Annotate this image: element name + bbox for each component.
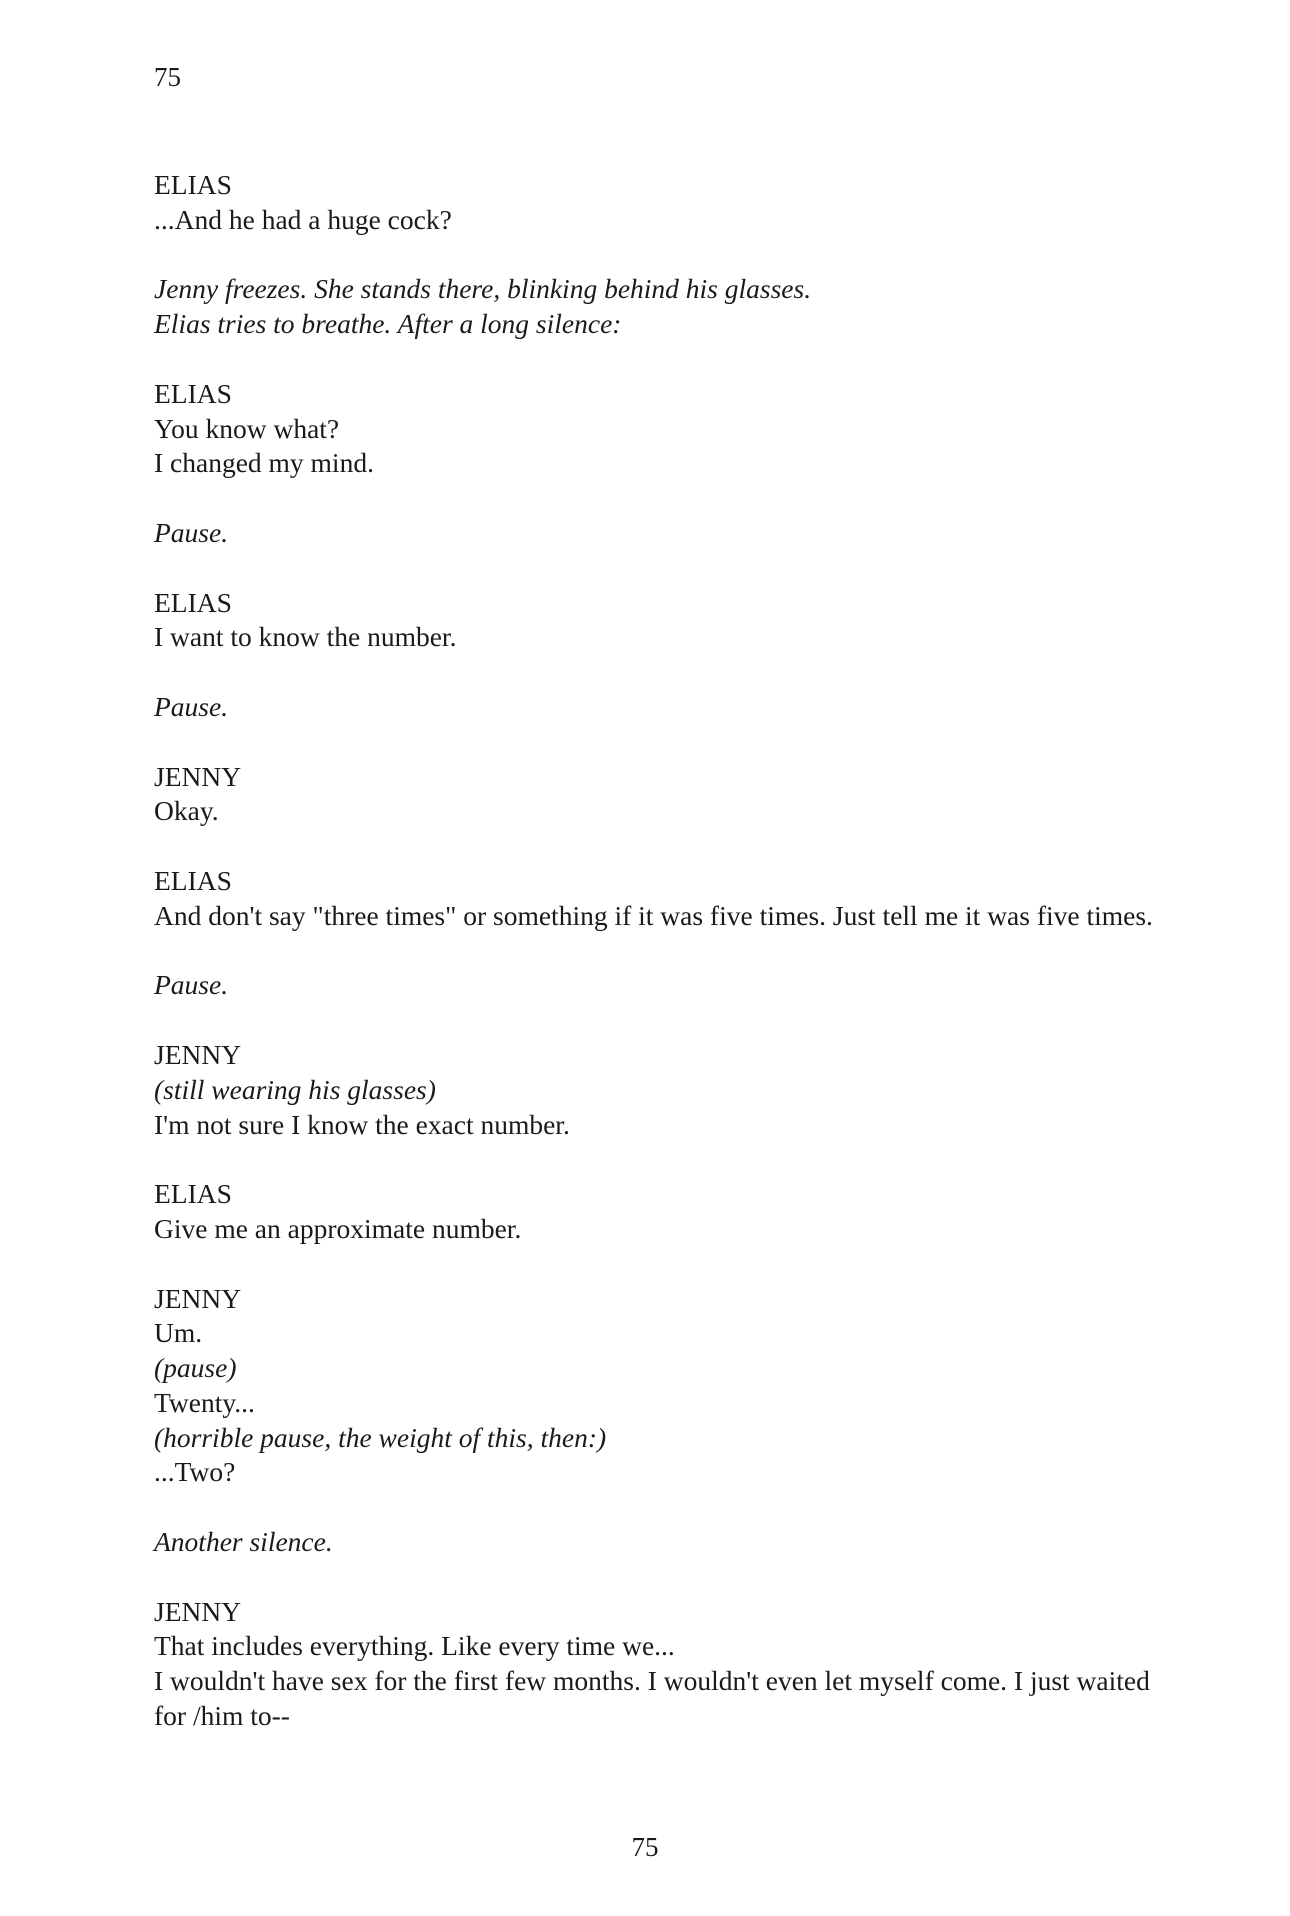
character-name: JENNY [154,1038,242,1070]
dialogue-line: ...And he had a huge cock? [154,203,452,235]
dialogue-block [154,168,1174,238]
dialogue-block [154,1595,1174,1734]
dialogue-line: I changed my mind. [154,447,374,479]
dialogue-line: Um. [154,1317,203,1349]
dialogue-line: Give me an approximate number. [154,1212,522,1244]
action-block [154,968,1174,1003]
dialogue-line: I want to know the number. [154,621,457,653]
dialogue-block [154,760,1174,830]
dialogue-line: Okay. [154,795,219,827]
character-name: ELIAS [154,169,232,200]
stage-direction: Jenny freezes. She stands there, blinking behind his glasses. [154,273,812,305]
stage-direction: Pause. [154,516,229,548]
character-name: JENNY [154,760,242,792]
dialogue-line: I'm not sure I know the exact number. [154,1108,570,1140]
action-block [154,690,1174,725]
character-name: JENNY [154,1595,242,1627]
action-block [154,272,1174,342]
parenthetical: (horrible pause, the weight of this, then:) [154,1421,607,1453]
character-name: ELIAS [154,1178,232,1210]
dialogue-block [154,1282,1174,1491]
character-name: ELIAS [154,864,232,896]
character-name: ELIAS [154,377,232,409]
dialogue-block [154,864,1174,934]
action-block [154,1525,1174,1560]
stage-direction: Elias tries to breathe. After a long silence: [154,308,622,340]
stage-direction: Pause. [154,690,229,722]
action-block [154,516,1174,551]
page-number-top: 75 [154,62,181,92]
character-name: ELIAS [154,586,232,618]
dialogue-line: That includes everything. Like every time we... [154,1630,675,1662]
parenthetical: (still wearing his glasses) [154,1073,436,1105]
parenthetical: (pause) [154,1352,237,1384]
stage-direction: Pause. [154,969,229,1001]
dialogue-line: Twenty... [154,1386,255,1418]
dialogue-block [154,377,1174,481]
page-number-bottom: 75 [631,1832,659,1862]
character-name: JENNY [154,1282,242,1314]
dialogue-line: And don't say "three times" or something if it was five times. Just tell me it was five times. [154,899,1153,931]
dialogue-block [154,1038,1174,1142]
dialogue-line: You know what? [154,412,340,444]
dialogue-block [154,1177,1174,1247]
script-body [154,168,1174,1769]
dialogue-block [154,586,1174,656]
dialogue-line: ...Two? [154,1456,236,1488]
dialogue-line: I wouldn't have sex for the first few months. I wouldn't even let myself come. I just waited for /him to-- [154,1665,1150,1732]
stage-direction: Another silence. [154,1526,333,1558]
